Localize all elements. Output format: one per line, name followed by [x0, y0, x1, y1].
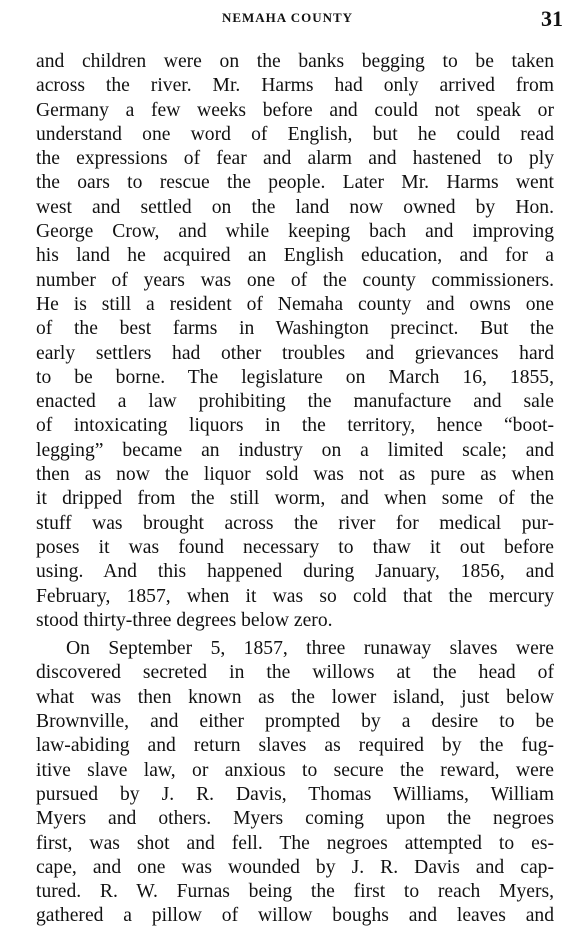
text-line: enacted a law prohibiting the manufacture and sale: [36, 391, 554, 413]
text-line: tured. R. W. Furnas being the first to reach Myers,: [36, 881, 554, 903]
text-line: discovered secreted in the willows at the head of: [36, 662, 554, 684]
text-line: itive slave law, or anxious to secure the reward, were: [36, 759, 554, 781]
running-title: NEMAHA COUNTY: [221, 10, 354, 25]
text-line: Myers and others. Myers coming upon the negroes: [36, 808, 554, 830]
paragraph-2: [36, 637, 554, 929]
text-line: Brownville, and either prompted by a desire to be: [36, 711, 554, 733]
text-line: using. And this happened during January, 1856, and: [36, 561, 554, 583]
text-line: the oars to rescue the people. Later Mr. Harms went: [36, 172, 554, 194]
text-line: legging” became an industry on a limited scale; and: [36, 439, 554, 461]
text-line: Germany a few weeks before and could not speak or: [36, 99, 554, 121]
page-number: 31: [541, 6, 563, 31]
text-line: On September 5, 1857, three runaway slaves were: [66, 638, 554, 660]
text-line: February, 1857, when it was so cold that the mercury: [36, 585, 554, 607]
text-line: stood thirty-three degrees below zero.: [36, 609, 333, 631]
text-line: and children were on the banks begging to be taken: [36, 51, 554, 72]
text-line: of the best farms in Washington precinct. But the: [36, 318, 554, 340]
paragraph-1: [36, 50, 554, 633]
text-line: the expressions of fear and alarm and hastened to ply: [36, 148, 554, 170]
text-line: early settlers had other troubles and grievances hard: [36, 342, 554, 364]
text-line: to be borne. The legislature on March 16, 1855,: [36, 366, 554, 388]
page-header: [0, 6, 575, 34]
text-line: understand one word of English, but he could read: [36, 123, 554, 145]
text-line: gathered a pillow of willow boughs and leaves and: [36, 905, 554, 927]
text-line: his land he acquired an English education, and for a: [36, 245, 554, 267]
text-line: pursued by J. R. Davis, Thomas Williams, William: [36, 783, 554, 805]
text-line: stuff was brought across the river for medical pur-: [36, 512, 554, 534]
text-line: number of years was one of the county commissioners.: [36, 269, 554, 291]
text-line: of intoxicating liquors in the territory, hence “boot-: [36, 415, 554, 437]
text-line: poses it was found necessary to thaw it out before: [36, 536, 554, 558]
text-line: it dripped from the still worm, and when some of the: [36, 488, 554, 510]
text-line: cape, and one was wounded by J. R. Davis and cap-: [36, 856, 554, 878]
text-line: George Crow, and while keeping bach and improving: [36, 221, 554, 243]
text-line: He is still a resident of Nemaha county and owns one: [36, 293, 554, 315]
body-text: [36, 50, 554, 929]
text-line: law-abiding and return slaves as required by the fug-: [36, 735, 554, 757]
text-line: first, was shot and fell. The negroes attempted to es-: [36, 832, 554, 854]
text-line: across the river. Mr. Harms had only arrived from: [36, 75, 554, 97]
text-line: what was then known as the lower island, just below: [36, 686, 554, 708]
text-line: then as now the liquor sold was not as pure as when: [36, 464, 554, 486]
text-line: west and settled on the land now owned by Hon.: [36, 196, 554, 218]
